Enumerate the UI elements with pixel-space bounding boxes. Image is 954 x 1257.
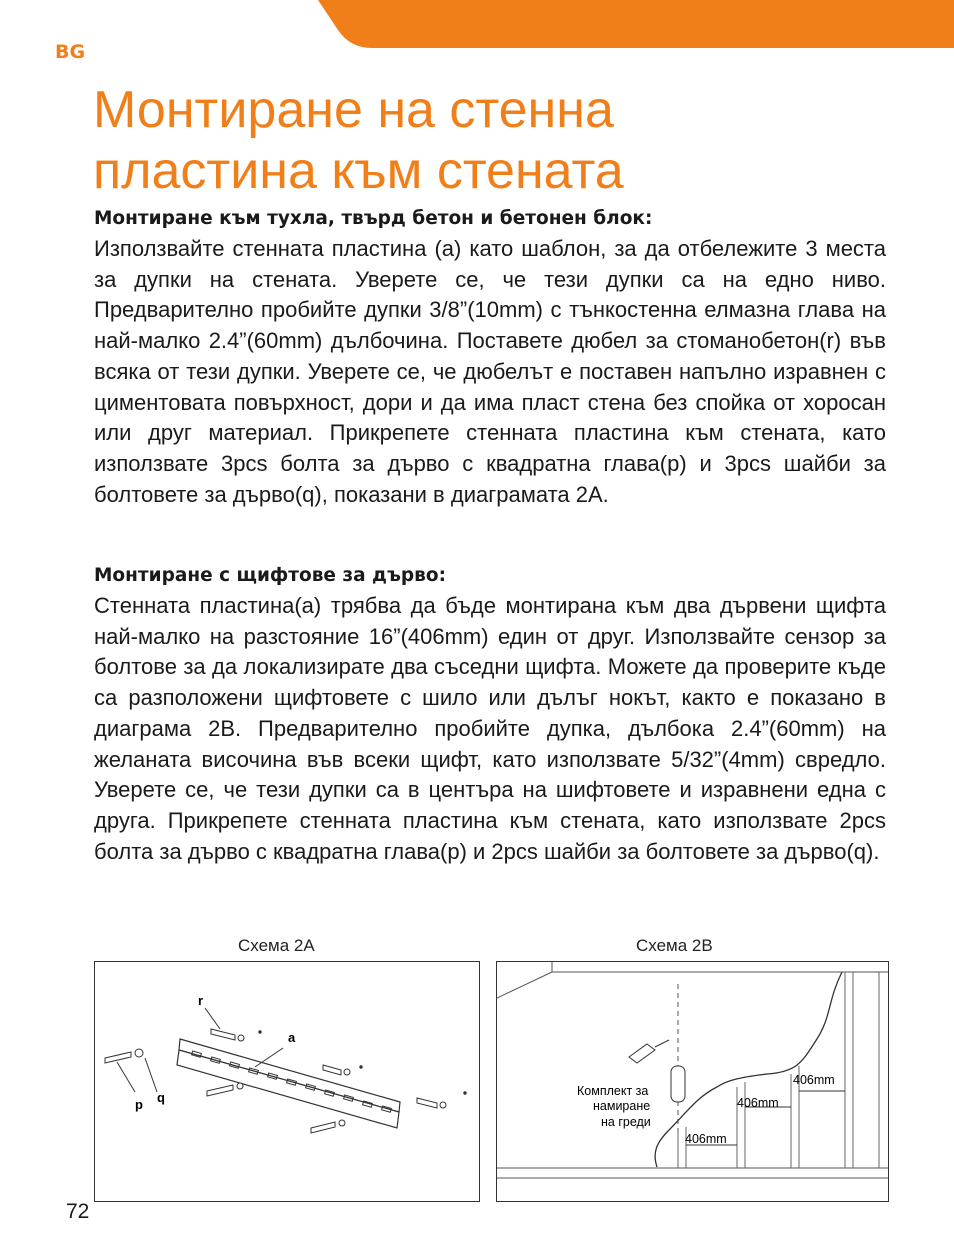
figure-2a-caption: Схема 2A — [238, 936, 315, 955]
finder-label-line-1: Комплект за — [577, 1084, 649, 1098]
language-code: BG — [55, 41, 86, 63]
section-heading: Монтиране към тухла, твърд бетон и бетонен блок: — [94, 208, 653, 229]
wall-plate — [177, 1039, 400, 1128]
header-tab — [0, 0, 954, 48]
label-a: a — [288, 1030, 296, 1045]
page-number: 72 — [66, 1200, 90, 1223]
section-brick-concrete — [94, 204, 886, 510]
page-title — [93, 80, 893, 202]
figure-2b-caption: Схема 2B — [636, 936, 713, 955]
dimension-label-3: 406mm — [793, 1073, 835, 1087]
figure-2b — [496, 961, 889, 1202]
label-r: r — [198, 993, 204, 1008]
figure-2a — [94, 961, 480, 1202]
label-q: q — [157, 1090, 165, 1105]
dimension-label-2: 406mm — [737, 1096, 779, 1110]
label-p: p — [135, 1097, 143, 1112]
title-line-1: Монтиране на стенна — [93, 81, 614, 139]
section-body: Използвайте стенната пластина (a) като шаблон, за да отбележите 3 места за дупки на стената. Уверете се, че тези дупки са на едно ниво. Предварително пробийте дупки 3/8”(10mm) с тънкостенна елмазна глава на най-малко 2.4”(60mm) дълбочина. Поставете дюбел за стоманобетон(r) във всяка от тези дупки. Уверете се, че дюбелът е поставен напълно изравнен с циментовата повърхност, дори и да има пласт стена без спойка от хоросан или друг материал. Прикрепете стенната пластина към стената, като използвате 3pcs болта за дърво с квадратна глава(p) и 3pcs шайби за болтовете за дърво(q), показани в диаграмата 2A. — [94, 236, 886, 507]
dimension-label-1: 406mm — [685, 1132, 727, 1146]
title-line-2: пластина към стената — [93, 142, 624, 200]
stud-finder-diagram — [497, 962, 888, 1201]
finder-label-line-2: намиране — [593, 1099, 651, 1113]
wall-plate-diagram — [95, 962, 479, 1201]
section-body: Стенната пластина(a) трябва да бъде монтирана към два дървени щифта най-малко на разстояние 16”(406mm) един от друг. Използвайте сензор за болтове за да локализирате два съседни щифта. Можете да проверите къде са разположени щифтовете с шило или дълъг нокът, както е показано в диаграма 2B. Предварително пробийте дупка, дълбока 2.4”(60mm) на желаната височина във всеки щифт, като използвате 5/32”(4mm) свредло. Уверете се, че тези дупки са в центъра на шифтовете и изравнени една с друга. Прикрепете стенната пластина към стената, като използвате 2pcs болта за дърво с квадратна глава(p) и 2pcs шайби за болтовете за дърво(q). — [94, 593, 886, 864]
section-heading: Монтиране с щифтове за дърво: — [94, 565, 446, 586]
section-wood-studs — [94, 561, 886, 867]
finder-label-line-3: на греди — [601, 1115, 651, 1129]
